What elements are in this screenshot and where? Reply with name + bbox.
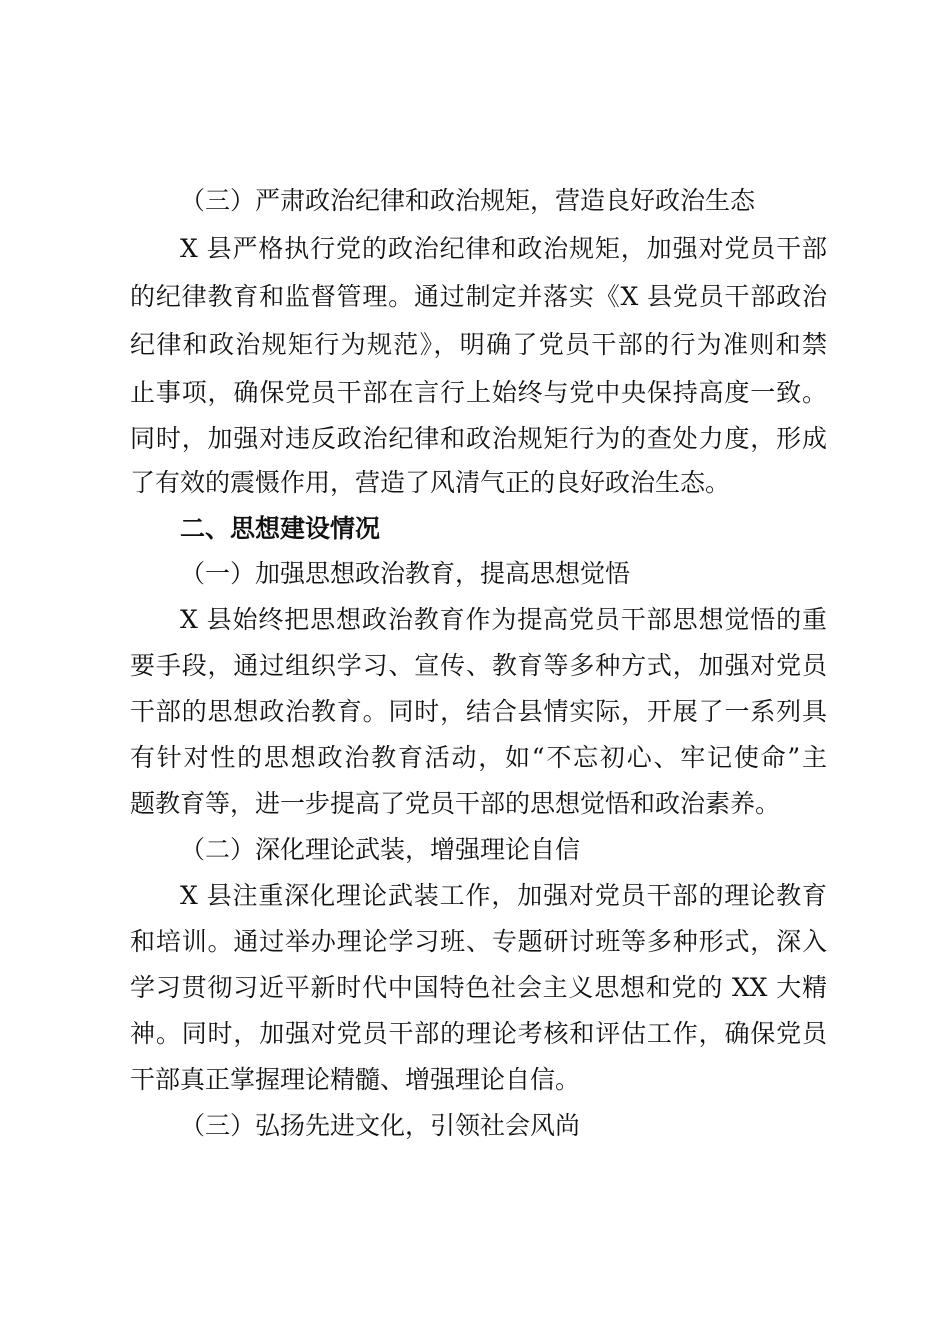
subheading-theory: （二）深化理论武装，增强理论自信: [180, 835, 581, 864]
subheading-education: （一）加强思想政治教育，提高思想觉悟: [180, 559, 631, 588]
paragraph-line: 了有效的震慑作用，营造了风清气正的良好政治生态。: [130, 468, 731, 497]
paragraph-line: 和培训。通过举办理论学习班、专题研讨班等多种形式，深入: [130, 927, 827, 956]
paragraph-line: 学习贯彻习近平新时代中国特色社会主义思想和党的 XX 大精: [130, 973, 827, 1002]
paragraph-line: X 县注重深化理论武装工作，加强对党员干部的理论教育: [180, 881, 827, 910]
paragraph-line: 有针对性的思想政治教育活动，如“不忘初心、牢记使命”主: [130, 743, 827, 772]
paragraph-line: 止事项，确保党员干部在言行上始终与党中央保持高度一致。: [130, 378, 827, 407]
paragraph-line: 题教育等，进一步提高了党员干部的思想觉悟和政治素养。: [130, 789, 781, 818]
paragraph-line: X 县始终把思想政治教育作为提高党员干部思想觉悟的重: [180, 605, 827, 634]
subheading-culture: （三）弘扬先进文化，引领社会风尚: [180, 1111, 581, 1140]
paragraph-line: X 县严格执行党的政治纪律和政治规矩，加强对党员干部: [180, 234, 827, 263]
paragraph-line: 干部的思想政治教育。同时，结合县情实际，开展了一系列具: [130, 697, 827, 726]
paragraph-line: 神。同时，加强对党员干部的理论考核和评估工作，确保党员: [130, 1019, 827, 1048]
heading-ideology: 二、思想建设情况: [180, 514, 381, 543]
paragraph-line: 要手段，通过组织学习、宣传、教育等多种方式，加强对党员: [130, 651, 827, 680]
paragraph-line: 干部真正掌握理论精髓、增强理论自信。: [130, 1065, 581, 1094]
subheading-discipline: （三）严肃政治纪律和政治规矩，营造良好政治生态: [180, 186, 756, 215]
paragraph-line: 纪律和政治规矩行为规范》，明确了党员干部的行为准则和禁: [130, 330, 827, 359]
paragraph-line: 同时，加强对违反政治纪律和政治规矩行为的查处力度，形成: [130, 424, 827, 453]
paragraph-line: 的纪律教育和监督管理。通过制定并落实《X 县党员干部政治: [130, 282, 827, 311]
